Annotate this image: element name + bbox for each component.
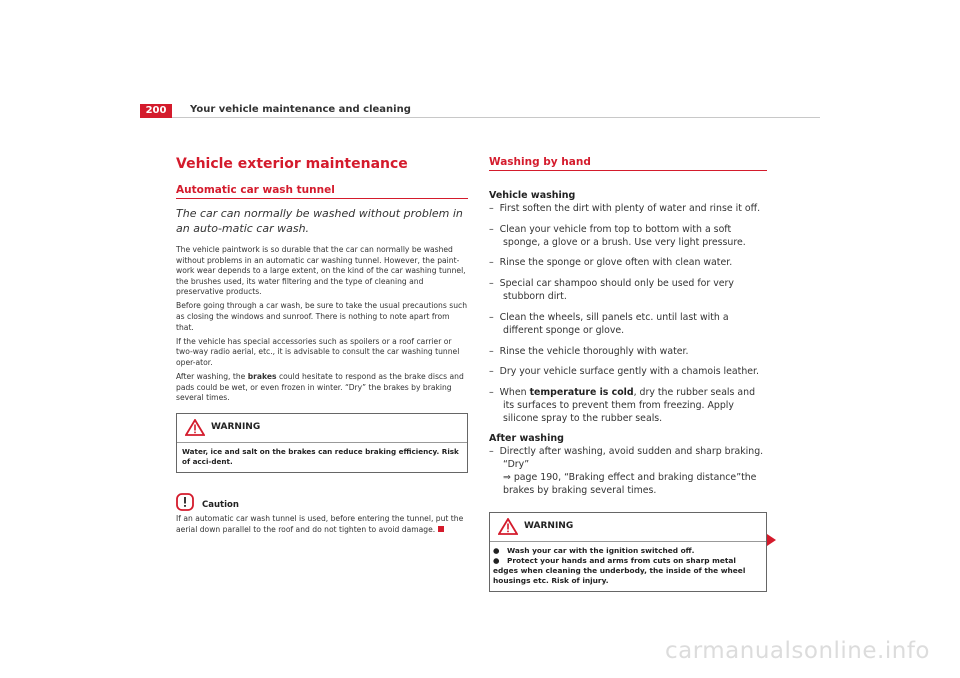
running-title: Your vehicle maintenance and cleaning bbox=[190, 104, 411, 115]
intro-text: The car can normally be washed without problem in an auto-matic car wash. bbox=[176, 207, 463, 235]
dash: – bbox=[489, 203, 494, 214]
section-title-car-wash: Automatic car wash tunnel bbox=[176, 184, 468, 199]
text: Clean the wheels, sill panels etc. until last with a different sponge or glove. bbox=[499, 311, 729, 336]
list-item bbox=[489, 365, 767, 378]
subheading-after-washing: After washing bbox=[489, 432, 564, 444]
paragraph: The vehicle paintwork is so durable that the car can normally be washed without problems in an automatic car washing tunnel. However, the paint-work wear depends to a large extent, on the kind of the car washing tunnel, the brushes used, its water filtering and the type of cleaning and preservative products. bbox=[176, 245, 466, 297]
watermark: carmanualsonline.info bbox=[664, 638, 930, 664]
text: When bbox=[499, 386, 530, 398]
paragraph: If the vehicle has special accessories such as spoilers or a roof carrier or two-way radio aerial, etc., it is advisable to consult the car washing tunnel oper-ator. bbox=[176, 336, 460, 367]
section-title-washing-by-hand: Washing by hand bbox=[489, 156, 767, 171]
list-item bbox=[489, 223, 767, 249]
caution-text bbox=[176, 514, 468, 535]
dash: – bbox=[489, 223, 494, 235]
bullet-icon: ● bbox=[493, 555, 500, 565]
text: , dry the rubber seals and its surfaces to prevent them from freezing. Apply silicone spray to the rubber seals. bbox=[503, 386, 756, 425]
text: First soften the dirt with plenty of water and rinse it off. bbox=[499, 203, 761, 214]
page-number: 200 bbox=[140, 104, 172, 118]
warning-text: Water, ice and salt on the brakes can reduce braking efficiency. Risk of acci-dent. bbox=[182, 446, 459, 467]
list-item bbox=[489, 277, 767, 303]
dash: – bbox=[489, 445, 494, 457]
warning-bullet-item bbox=[493, 556, 763, 587]
warning-header bbox=[490, 513, 766, 542]
bullet-icon: ● bbox=[493, 545, 500, 555]
text: Dry your vehicle surface gently with a chamois leather. bbox=[499, 366, 760, 378]
text: Protect your hands and arms from cuts on sharp metal edges when cleaning the underbody, the inside of the wheel housings etc. Risk of injury. bbox=[493, 555, 746, 586]
text: Special car shampoo should only be used for very stubborn dirt. bbox=[499, 277, 734, 303]
warning-label: WARNING bbox=[211, 422, 261, 433]
list-item-after-washing bbox=[489, 445, 767, 498]
dash: – bbox=[489, 345, 494, 357]
list-item-cold bbox=[489, 386, 767, 426]
paragraph: Before going through a car wash, be sure to take the usual precautions such as closing the windows and sunroof. There is nothing to note apart from that. bbox=[176, 301, 468, 332]
left-column bbox=[176, 150, 468, 539]
chapter-title: Vehicle exterior maintenance bbox=[176, 156, 408, 172]
list-item bbox=[489, 345, 767, 358]
caution-header bbox=[176, 489, 468, 511]
warning-header bbox=[177, 414, 467, 443]
text: Directly after washing, avoid sudden and sharp braking. “Dry” bbox=[499, 445, 764, 470]
dash: – bbox=[489, 366, 494, 378]
text: the brakes by braking several times. bbox=[503, 472, 757, 497]
dash: – bbox=[489, 277, 494, 289]
warning-triangle-icon bbox=[498, 518, 518, 535]
section-end-marker bbox=[438, 526, 444, 532]
caution-label: Caution bbox=[202, 500, 239, 511]
continue-arrow-icon bbox=[767, 534, 776, 546]
list-item bbox=[489, 311, 767, 337]
text: could hesitate to respond as the brake discs and pads could be wet, or even frozen in winter. “Dry” the brakes by braking several times. bbox=[176, 372, 464, 403]
header-rule bbox=[140, 117, 820, 118]
warning-label: WARNING bbox=[524, 521, 574, 532]
warning-box bbox=[176, 413, 468, 474]
list-item bbox=[489, 256, 767, 269]
subheading-vehicle-washing: Vehicle washing bbox=[489, 190, 576, 201]
warning-triangle-icon bbox=[185, 419, 205, 436]
text: After washing, the bbox=[176, 372, 248, 382]
caution-exclamation-icon bbox=[176, 493, 194, 511]
warning-bullet-item bbox=[493, 546, 763, 556]
warning-box-washing bbox=[489, 512, 767, 593]
dash: – bbox=[489, 311, 494, 323]
paragraph-brakes bbox=[176, 372, 468, 404]
warning-text bbox=[490, 542, 766, 592]
page-reference-link[interactable]: ⇒ page 190, “Braking effect and braking distance” bbox=[503, 472, 742, 484]
text: Clean your vehicle from top to bottom with a soft sponge, a glove or a brush. Use very light pressure. bbox=[499, 223, 746, 248]
text: If an automatic car wash tunnel is used, before entering the tunnel, put the aerial down parallel to the roof and do not tighten to avoid damage. bbox=[176, 514, 464, 534]
dash: – bbox=[489, 257, 494, 269]
list-item bbox=[489, 202, 767, 215]
bold-term-cold: temperature is cold bbox=[529, 386, 634, 398]
text: Rinse the sponge or glove often with clean water. bbox=[499, 257, 733, 269]
bold-term-brakes: brakes bbox=[247, 372, 277, 382]
dash: – bbox=[489, 386, 494, 398]
text: Wash your car with the ignition switched off. bbox=[507, 545, 695, 555]
text: Rinse the vehicle thoroughly with water. bbox=[499, 345, 689, 357]
right-column bbox=[489, 150, 767, 608]
